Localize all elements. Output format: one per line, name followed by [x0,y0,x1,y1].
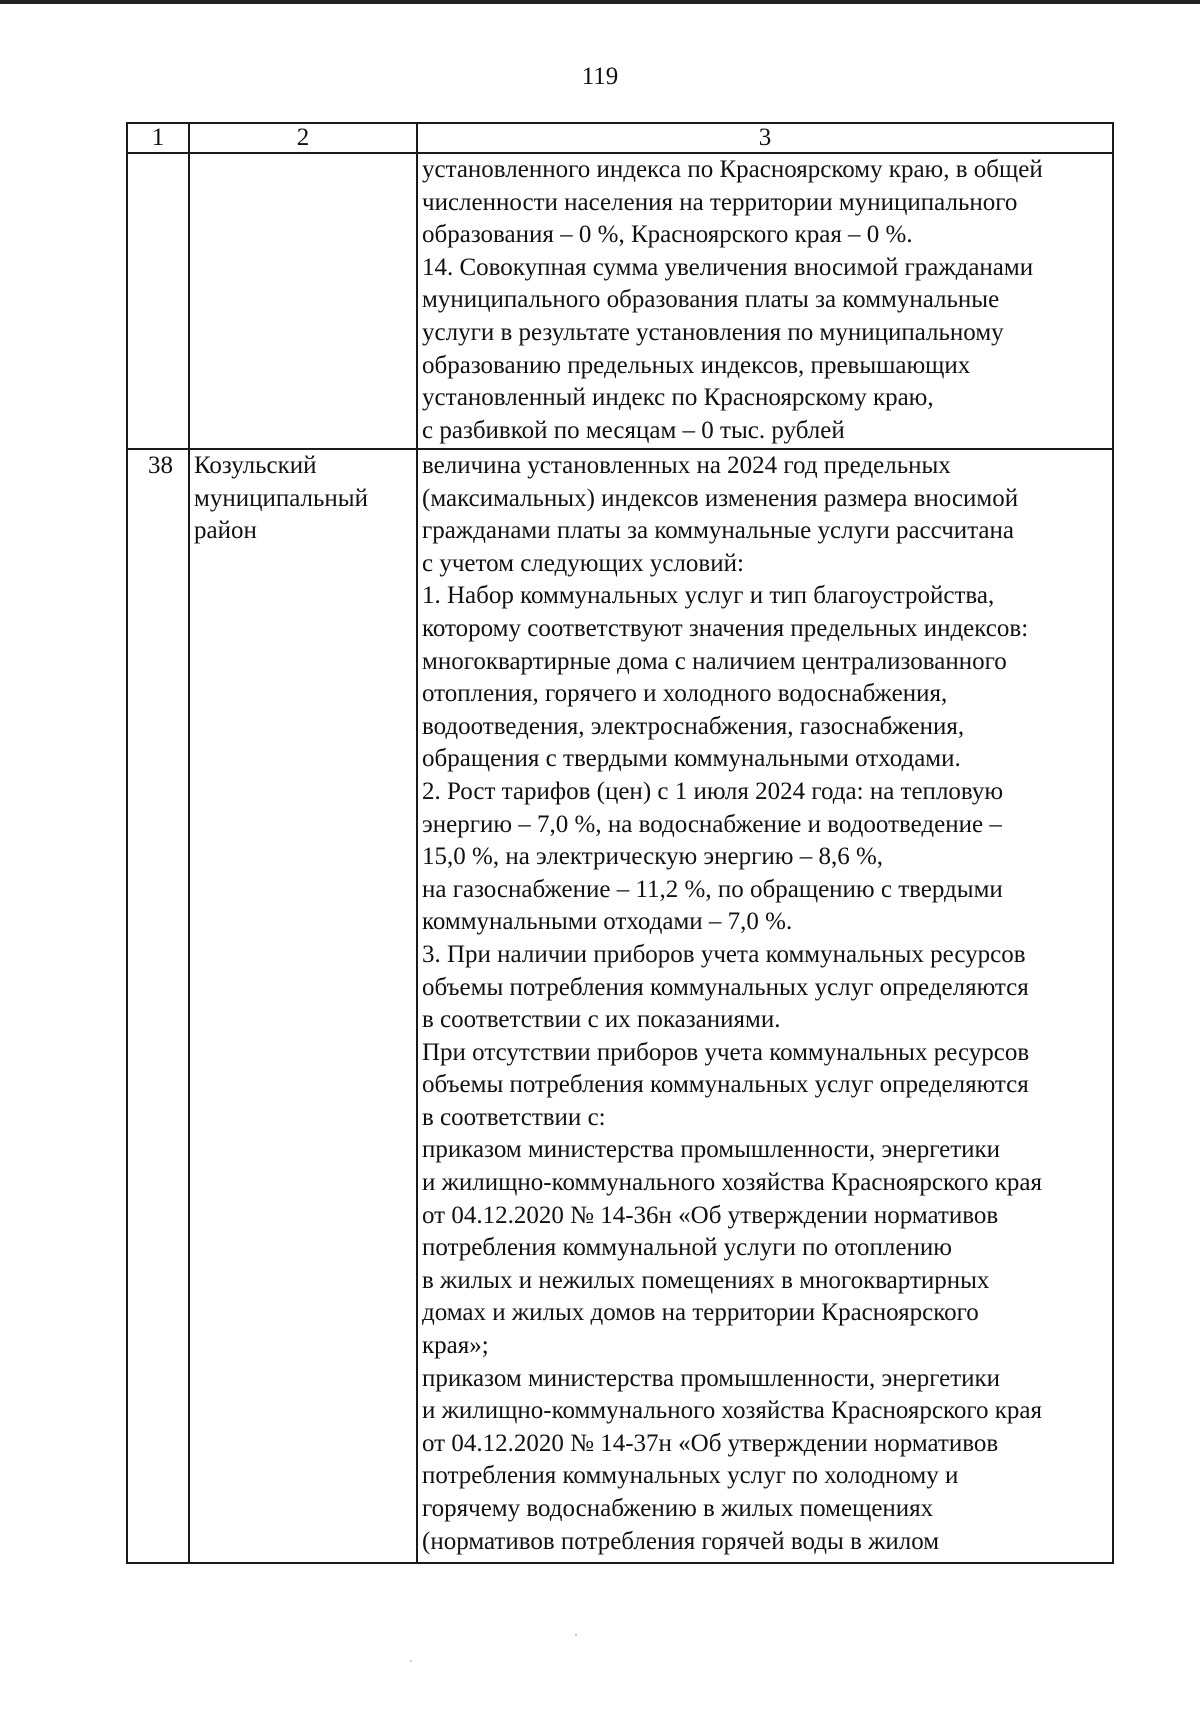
text-line: численности населения на территории муниципального [422,188,1018,216]
text-line: При отсутствии приборов учета коммунальных ресурсов [422,1038,1030,1066]
text-line: 1. Набор коммунальных услуг и тип благоустройства, [422,582,995,610]
text-line: от 04.12.2020 № 14-36н «Об утверждении нормативов [422,1201,999,1229]
municipality-cell [189,449,417,1563]
table-row [127,153,1113,449]
text-line: энергию – 7,0 %, на водоснабжение и водоотведение – [422,810,1002,838]
text-line: объемы потребления коммунальных услуг определяются [422,1071,1029,1099]
text-line: муниципального образования платы за коммунальные [422,286,1000,314]
header-col-2: 2 [189,123,417,153]
text-line: потребления коммунальной услуги по отоплению [422,1234,952,1262]
header-col-3: 3 [417,123,1113,153]
text-line: образованию предельных индексов, превышающих [422,351,971,379]
text-line: водоотведения, электроснабжения, газоснабжения, [422,712,965,740]
text-line: и жилищно-коммунального хозяйства Красноярского края [422,1397,1042,1425]
text-line: горячему водоснабжению в жилых помещениях [422,1495,934,1522]
text-line: и жилищно-коммунального хозяйства Красноярского края [422,1169,1042,1197]
table-row [127,449,1113,1563]
scan-speck [575,1634,577,1636]
text-line: которому соответствуют значения предельных индексов: [422,614,1029,642]
text-line: в соответствии с их показаниями. [422,1006,781,1034]
text-line: образования – 0 %, Красноярского края – 0 %. [422,221,913,249]
text-line: (нормативов потребления горячей воды в жилом [422,1527,940,1555]
text-line: приказом министерства промышленности, энергетики [422,1136,1001,1164]
description-cell [417,153,1113,449]
municipality-name-line: район [194,517,257,545]
text-line: от 04.12.2020 № 14-37н «Об утверждении нормативов [422,1429,999,1457]
text-line: 2. Рост тарифов (цен) с 1 июля 2024 года: на тепловую [422,777,1004,805]
text-line: 14. Совокупная сумма увеличения вносимой гражданами [422,253,1034,281]
page-number: 119 [581,63,619,90]
text-line: объемы потребления коммунальных услуг определяются [422,973,1029,1001]
header-col-1: 1 [127,123,189,153]
text-line: с разбивкой по месяцам – 0 тыс. рублей [422,416,845,444]
text-line: на газоснабжение – 11,2 %, по обращению с твердыми [422,875,1003,903]
text-line: 15,0 %, на электрическую энергию – 8,6 %, [422,843,884,871]
document-table [126,122,1114,1564]
text-line: (максимальных) индексов изменения размера вносимой [422,484,1019,512]
text-line: величина установленных на 2024 год предельных [422,452,951,479]
scan-speck [410,1660,412,1662]
description-cell [417,449,1113,1563]
text-line: установленного индекса по Красноярскому краю, в общей [422,156,1043,183]
row-number-cell: 38 [127,449,189,1563]
row-number-cell [127,153,189,449]
text-line: приказом министерства промышленности, энергетики [422,1364,1001,1392]
text-line: потребления коммунальных услуг по холодному и [422,1462,959,1490]
municipality-name-line: муниципальный [194,484,368,512]
text-line: отопления, горячего и холодного водоснабжения, [422,680,948,708]
text-line: в соответствии с: [422,1103,606,1131]
text-line: коммунальными отходами – 7,0 %. [422,908,793,936]
scan-top-edge [0,0,1200,4]
text-line: с учетом следующих условий: [422,549,744,577]
text-line: в жилых и нежилых помещениях в многоквартирных [422,1266,990,1294]
municipality-name-line: Козульский [194,452,317,479]
text-line: 3. При наличии приборов учета коммунальных ресурсов [422,940,1026,968]
text-line: края»; [422,1332,489,1360]
text-line: обращения с твердыми коммунальными отходами. [422,745,961,773]
table-header-row [127,123,1113,153]
text-line: установленный индекс по Красноярскому краю, [422,384,934,412]
municipality-cell [189,153,417,449]
text-line: многоквартирные дома с наличием централизованного [422,647,1007,675]
text-line: услуги в результате установления по муниципальному [422,318,1004,346]
text-line: домах и жилых домов на территории Красноярского [422,1299,979,1327]
text-line: гражданами платы за коммунальные услуги рассчитана [422,517,1014,545]
